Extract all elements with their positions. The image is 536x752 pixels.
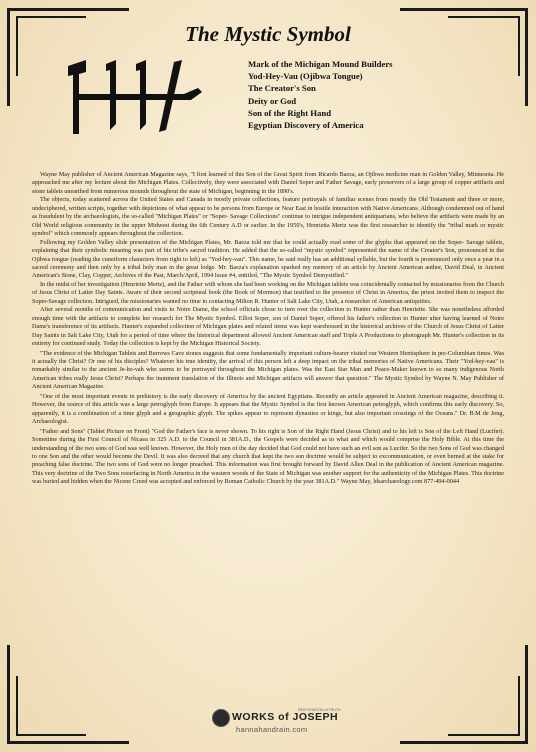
publisher-logo-icon [212, 709, 230, 727]
attribute-item: Deity or God [248, 95, 297, 106]
attribute-item: Egyptian Discovery of America [248, 120, 364, 131]
attribute-item: Son of the Right Hand [248, 107, 332, 118]
frame-bottom-right-horizontal [400, 741, 528, 744]
symbol-attributes-list [248, 58, 518, 131]
frame-bottom-left-vertical [7, 645, 10, 744]
frame-bottom-left-inner-horizontal [16, 734, 86, 736]
article-paragraph: "Father and Sons" (Tablet Picture on Front) "God the Father's face is never shown. To his right is Son of the Right Hand (Jesus Christ) and to his left is Son of the Left Hand (Lucifer). Sometime during the First Council of Nicaea in 325 A.D. to the Council in 381A.D., the Gospels were decided as to what and which would comprise the Holy Bible. At this time the understanding of the two sons of God was well known. However, the Holy men of the day decided that God could not have such an evil son as Lucifer. So the two Sons of God was changed to one Son and the other would become the Devil. It was also decreed that any church that kept the two son doctrine would be subject to excommunication, or even burned at the stake for preaching false doctrine. The two sons of God were no longer preached. This information was first brought forward by David Allen Deal in the publication of Ancient American magazine. This very doctrine of the Two Sons resurfacing in North America in the western woods of the State of Michigan was another support for the authenticity of the Michigan Plates. This doctrine was buried and hidden when the Nicene Creed was accepted and enforced by Roman Catholic Church by the year 381A.D." Wayne May, ldsarchaeology.com 877-494-0044 [32, 427, 504, 486]
frame-bottom-right-inner-horizontal [448, 734, 520, 736]
article-paragraph: "The evidence of the Michigan Tablets and Burrows Cave stones suggests that some fundamentally important culture-bearer visited our Western Hemisphere in pre-Columbian times. Was it actually the Christ? Or one of his disciples? Whatever his true identity, the arrival of this person left a deep impact on the tribal memories of Native Americans. Their "Yod-hey-vau" is remarkably similar to the ancient Je-ho-vah who seems to be portrayed throughout the Michigan plates. Was the East Star Man and Peace-Maker known to so many indigenous North American tribes really Jesus Christ? Perhaps the imminent translation of the Illinois and Michigan artifacts will answer that question." The Mystic Symbol by Wayne N. May Publisher of Ancient American Magazine. [32, 349, 504, 391]
article-paragraph: Wayne May publisher of Ancient American Magazine says, "I first learned of this Son of the Great Spirit from Ricardo Baeza, an Ojibwa medicine man in Golden Valley, Minnesota. He approached me after my lecture about the Michigan Plates. Collectively, they were associated with Daniel Soper and Father Savage, early preservers of a large group of copper artifacts and stone tablets unearthed from numerous mounds throughout the state of Michigan, beginning in the 1890's. [32, 171, 504, 195]
frame-top-right-inner-horizontal [448, 16, 520, 18]
publisher-name: WORKS of JOSEPH [232, 711, 339, 723]
article-paragraph: "One of the most important events in prehistory is the early discovery of America by the ancient Egyptians. Recently an article appeared in Ancient American magazine, describing it. However, the source of this article was a large petroglyph from Europe. It appears that the Mystic Symbol is the first known American petroglyph, which confirms this early discovery. So, apparently, it is a combination of a time glyph and a geographic glyph. The spikes appear to represent dynasties or kings, but also important crossings of the Oceans." Dr. B.M de Jong, Archaeologist. [32, 392, 504, 426]
frame-bottom-left-inner-vertical [16, 676, 18, 736]
article-paragraph: In the midst of her investigation (Henriette Mertz), and the Father with whom she had been working on the Michigan tablets was coincidentally contacted by missionaries from the Church of Jesus Christ of Latter Day Saints. Aware of their second scriptural book (the Book of Mormon) that testified to the presence of Christ in America, the priest invited them to inspect the Soper-Savage collection. Intrigued, the missionaries wanted no time in contacting Milton R. Hunter of Salt Lake City, Utah, a researcher of American antiquities. [32, 280, 504, 305]
mystic-symbol-glyph-icon [66, 58, 206, 136]
frame-top-left-horizontal [7, 8, 129, 11]
attribute-item: Mark of the Michigan Mound Builders [248, 59, 393, 69]
frame-bottom-right-inner-vertical [518, 676, 520, 736]
publisher-logo [212, 707, 362, 739]
article-body [32, 171, 504, 487]
frame-top-right-horizontal [400, 8, 528, 11]
attribute-item: The Creator's Son [248, 83, 316, 94]
publisher-tagline: RESTORATION of TRUTH [298, 708, 341, 712]
article-paragraph: After several months of communication and visits to Notre Dame, the school officials chose to turn over the collection to Hunter rather than Henriette. She was nonetheless afforded enough time with the artifacts to complete her research for The Mystic Symbol. Elliot Soper, son of Daniel Soper, offered his father's collection to Hunter after having learned of Notre Dame's transference of its artifacts. Hunter's expanded collection of Michigan plates and related items was kept warehoused in the historical archives of the Church of Jesus Christ of Latter Day Saints in Salt Lake City, Utah for a period of time where the historical department allowed Ancient American staff and Triple A Productions to photograph Mr. Hunter's collection in its entirety for continued study. Today the collection is kept by the Michigan Historical Society. [32, 306, 504, 348]
frame-top-left-inner-horizontal [16, 16, 86, 18]
article-paragraph: Following my Golden Valley slide presentation of the Michigan Plates, Mr. Baeza told me that he could actually read some of the glyphs that appeared on the Soper- Savage tablets, explaining that their symbolic meaning was part of his tribe's sacred tradition. He added that the so-called "mystic symbol" represented the name of the Creator's Son, pronounced in the Ojibwa tongue (reading the cuneiform characters from right to left) as "Yod-hey-vau". This name, he said really has an additional syllable, but the fourth is pronounced only once a year in a sacred ceremony and then only by a tribal holy man in the great lodge. Mr. Baeza's explanation sparked my memory of an article by Ancient American author, David Deal, in Ancient American's Stone, Clay, Copper, Archives of the Past, March/April, 1994 Issue #4, entitled, "The Mystic Symbol Demystified." [32, 238, 504, 280]
page-title: The Mystic Symbol [185, 22, 351, 46]
frame-bottom-right-vertical [525, 645, 528, 744]
attribute-item: Yod-Hey-Vau (Ojibwa Tongue) [248, 71, 363, 82]
frame-bottom-left-horizontal [7, 741, 129, 744]
publisher-website: hannahandrain.com [236, 725, 308, 734]
article-paragraph: The objects, today scattered across the United States and Canada in mostly private collections, feature portrayals of familiar scenes from mostly the Old Testament and three or more, undeciphered, written scripts, together with depictions of what appear to be persons from Europe or Near East in hostile interaction with Native Americans. Although condemned out of hand as fraudulent by the archaeologists, the so-called "Michigan Plates" or "Soper- Savage Collections" continue to intrigue independent antiquarians, who believe the artifacts were made by an Old World religious community in the upper Midwest during the 6th Century A.D or earlier. In the 1950's, Henrietta Mertz was the first researcher to identify the "tribal mark or mystic symbol" which commonly appears throughout the collection. [32, 196, 504, 238]
